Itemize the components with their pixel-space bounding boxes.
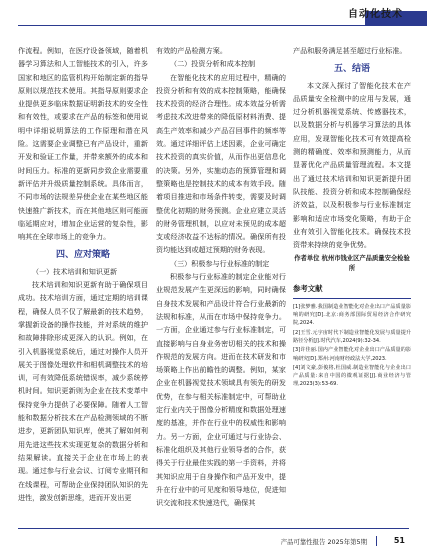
column-2 bbox=[156, 44, 286, 509]
footer bbox=[0, 528, 427, 558]
subsection-heading: （一）技术培训和知识更新 bbox=[32, 266, 118, 276]
paragraph: 产品和服务满足甚至超过行业标准。 bbox=[293, 46, 407, 55]
section-heading: 四、应对策略 bbox=[55, 250, 110, 261]
reference-item: [1]张梦雅.我国制造业智能化对企业出口产品质量影响的研究[D].北京:商务部国际贸易经济合作研究院,2024. bbox=[293, 303, 411, 327]
page-number: 51 bbox=[393, 536, 405, 545]
section-title: 自动化技术 bbox=[348, 9, 403, 20]
paragraph: 在智能化技术的应用过程中，精确的投资分析和有效的成本控制策略，能确保技术投资的经济合理性。成本效益分析需考虑技术改进带来的降低原材料消费、提高生产效率和减少产品召回事件的频率等效。通过详细评估上述因素，企业可确定技术投资的真实价值，从而作出更信息化的决策。另外，实施动态的预算管理和调整策略也是控制技术的成本有效手段。随着项目推进和市场条件转变，需要及时调整优化初期的财务预测。企业应建立灵活的财务管理机制，以应对未预见的成本超支或经济收益不达标的情况。确保所有投资均能达到或超过预期的财务表现。 bbox=[156, 72, 286, 255]
footer-rule bbox=[18, 528, 409, 529]
references-title: 参考文献 bbox=[293, 284, 323, 294]
reference-item: [2]王雪.元宇宙时代下制造业智能化发展与质量提升路径分析[J].时代汽车,2024(9):32-34. bbox=[293, 329, 411, 344]
journal-info: 产品可靠性报告 2025年第5期 bbox=[280, 538, 367, 546]
paragraph: 有效的产品检测方案。 bbox=[156, 46, 227, 55]
paragraph: 积极参与行业标准的制定企业能对行业规范发展产生更深远的影响，同时确保自身技术发展和产品设计符合行业最新的法规和标准，从而在市场中保持竞争力。一方面，企业通过参与行业标准制定，可直接影响与自身业务密切相关的技术和操作规范的发展方向。进而在技术研发和市场策略上作出前瞻性的调整。例如，某家企业在机器视觉技术领域具有领先的研发优势，在参与相关标准制定中，可帮助业定行业内关于图像分析精度和数据处理速度的基准，并作在行业中的权威性和影响力。另一方面，企业可通过与行业协会、标准化组织及其他行业领导者的合作，获得关于行业最佳实践的第一手资料，并将其知识应用于自身操作和产品开发中，提升在行业中的可见度和领导地位，促进知识交流和技术快速迭代，确保其 bbox=[156, 272, 286, 508]
subsection-heading: （三）积极参与行业标准的制定 bbox=[170, 258, 270, 268]
reference-item: [4]刘文豪,彭俊将,杜国威.制造业智能化与企业出口产品质量:来自中国的微观证据[J].商业经济与管理,2023(3):53-69. bbox=[293, 364, 411, 388]
section-heading: 五、结语 bbox=[333, 64, 370, 75]
author-affiliation: 作者单位 杭州市钱业区产品质量安全检验所 bbox=[294, 255, 410, 273]
footer-separator bbox=[376, 536, 377, 546]
paragraph: 作流程。例如，在医疗设备领域，随着机器学习算法和人工智能技术的引入，许多国家和地区的监管机构开始制定新的指导原则以规范技术使用。其指导原则要求企业提供更多临床数据证明新技术的安全性和有效性，或要求在产品的标签和使用说明中详细说明算法的工作原理和潜在风险。这需要企业调整已有产品设计，重新开发和验证工作量，并带来额外的成本和时间压力。标准的更新同步致企业需要重新评估并升级质量控制系统。具体而言，不同市场的法规差异使企业在某些地区能快速推广新技术，而在其他地区则可能面临延期应对，增加企业运营的复杂性，影响其在全球市场上的竞争力。 bbox=[18, 46, 148, 242]
references-rule bbox=[293, 298, 411, 299]
subsection-heading: （二）投资分析和成本控制 bbox=[170, 59, 256, 69]
references-list bbox=[293, 303, 411, 389]
column-1 bbox=[18, 44, 148, 504]
paragraph: 技术培训和知识更新有助于确保项目成功。技术培训方面，通过定期的培训课程，确保人员不仅了解最新的技术趋势，掌握新设备的操作技能，并对系统的维护和故障排除形成更深入的认识。例如，在引入机器视觉系统后，通过对操作人员开展关于图像处理软件和相机调整技术的培训，可有效降低系统错误率，减少系统停机时间。知识更新则为企业在技术变革中保持竞争力提供了必要保障。随着人工智能和数据分析技术在产品检测领域的不断进步，更新团队知识库，使其了解如何利用先进这些技术实现更复杂的数据分析和结果解读。直接关于企业在市场上的表现。通过参与行业会议、订阅专业期刊和在线课程，可帮助企业保持团队知识的先进性，激发创新思维，进而开发出更 bbox=[18, 280, 148, 502]
column-3 bbox=[293, 44, 411, 390]
paragraph: 本文深入探讨了智能化技术在产品质量安全检测中的应用与发展，通过分析机器视觉系统、传感器技术，以及数据分析与机器学习算法的具体应用，发现智能化技术可有效提高检测的精确度、效率和预测能力，从而显著优化产品质量管理流程。本文提出了通过技术培训和知识更新提升团队技能、投资分析和成本控制确保经济效益，以及积极参与行业标准制定影响和适应市场变化策略，有助于企业有效引入智能化技术。确保技术投资带来持续的竞争优势。 bbox=[293, 80, 411, 250]
header-rule bbox=[18, 25, 409, 26]
reference-item: [3]许佳丽.国内产业智能化对企业出口产品质量的影响研究[D].郑州:河南财经政法大学,2023. bbox=[293, 347, 411, 362]
